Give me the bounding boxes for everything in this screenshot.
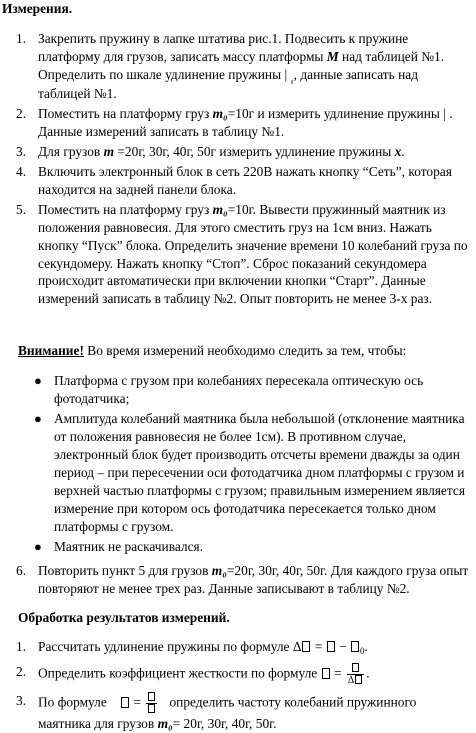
attention-paragraph: Внимание! Во время измерений необходимо следить за тем, чтобы: xyxy=(18,343,407,358)
step-2: 2. Поместить на платформу груз m₀=10г и измерить удлинение пружины | . Данные измерений записать в таблицу №1. xyxy=(16,105,453,139)
bullet-item: ● Маятник не раскачивался. xyxy=(34,538,204,554)
attention-bullets xyxy=(34,372,472,556)
processing-steps xyxy=(16,638,472,733)
processing-heading: Обработка результатов измерений. xyxy=(18,610,230,625)
step-4: 4. Включить электронный блок в сеть 220В нажать кнопку “Сеть”, которая находится на задней панели блока. xyxy=(16,163,452,197)
bullet-icon: ● xyxy=(34,373,42,388)
processing-step-2: 2. Определить коэффициент жесткости по формуле = Δ . xyxy=(16,664,370,687)
fraction: Δ xyxy=(347,663,364,686)
step-6: 6. Повторить пункт 5 для грузов m₀=20г, 30г, 40г, 50г. Для каждого груза опыт повторяют не менее трех раз. Данные записывают в таблицу №2. xyxy=(16,563,469,596)
fraction xyxy=(146,692,157,715)
step-number: 1. xyxy=(16,31,27,46)
bullet-icon: ● xyxy=(34,538,42,554)
bullet-item: ● Платформа с грузом при колебаниях пересекала оптическую ось фотодатчика; xyxy=(34,373,424,406)
bullet-item: ● Амплитуда колебаний маятника была небольшой (отклонение маятника от положения равновесия не более 1см). В противном случае, электронный блок будет производить отсчеты времени дважды за один период – при пересечении оси фотодатчика дном платформы с грузом и верхней частью платформы с грузом; правильным измерением является измерение при котором ось фотодатчика пересекается только дном платформы с грузом. xyxy=(34,410,465,534)
step-3: 3. Для грузов m =20г, 30г, 40г, 50г измерить удлинение пружины x. xyxy=(16,143,405,159)
processing-step-1: 1. Рассчитать удлинение пружины по формуле Δ = − $_0$. xyxy=(16,639,368,656)
measurement-steps xyxy=(16,30,472,308)
step-1: 1. Закрепить пружину в лапке штатива рис.1. Подвесить к пружине платформу для грузов, записать массу платформы M над таблицей №1. Определить по шкале удлинение пружины | $_{_0}$, данные записать над таблицей №1. xyxy=(16,31,445,101)
section-heading: Измерения. xyxy=(2,1,73,16)
processing-step-3: 3. По формуле = определить частоту колебаний пружинного маятника для грузов m₀= 20г, 30г, 40г, 50г. xyxy=(16,693,417,732)
attention-label: Внимание! xyxy=(18,343,84,358)
mass-variable: M xyxy=(326,48,339,64)
step-5: 5. Поместить на платформу груз m₀=10г. Вывести пружинный маятник из положения равновесия. Для этого сместить груз на 1см вниз. Нажать кнопку “Пуск” блока. Определить значение времени 10 колебаний груза по секундомеру. Нажать кнопку “Стоп”. Сброс показаний секундомера происходит автоматически при включении кнопки “Старт”. Данные измерений записать в таблицу №2. Опыт повторить не менее 3-х раз. xyxy=(16,201,468,307)
bullet-icon: ● xyxy=(34,410,42,426)
